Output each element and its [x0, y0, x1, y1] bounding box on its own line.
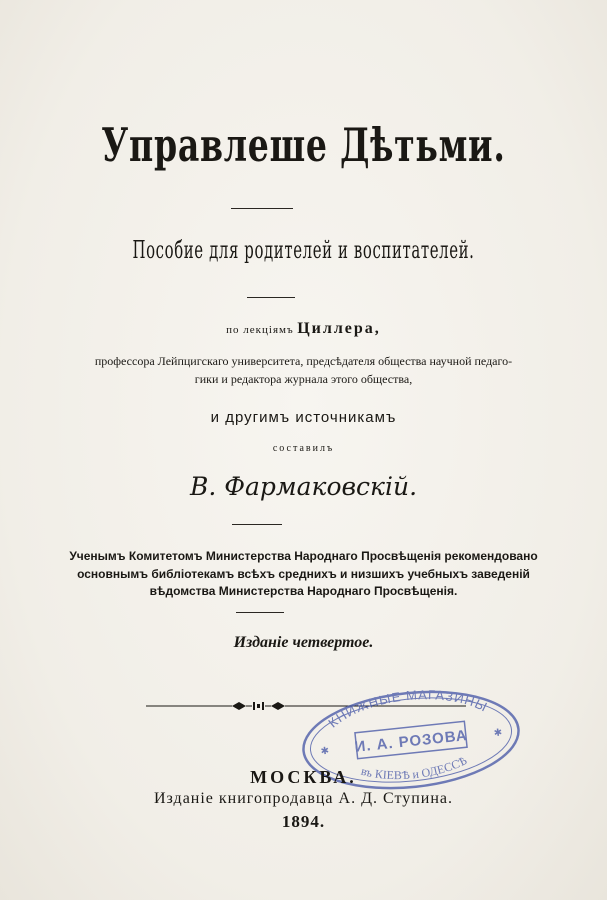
publication-city: МОСКВА.: [250, 767, 357, 787]
stamp-bottom-text: въ КІЕВѢ и ОДЕССѢ: [359, 753, 470, 783]
recommendation-line-3: вѣдомства Министерства Народнаго Просвѣщенія.: [149, 584, 458, 598]
divider-1: [231, 208, 293, 209]
stamp-center-text: И. А. РОЗОВА: [353, 727, 469, 756]
recommendation-line-1: Ученымъ Комитетомъ Министерства Народнаго Просвѣщенія рекомендовано: [69, 549, 538, 563]
divider-2: [247, 297, 295, 298]
professor-line-1: профессора Лейпцигскаго университета, предсѣдателя общества научной педаго-: [94, 354, 513, 368]
book-subtitle: Пособие для родителей и воспитателей.: [132, 236, 475, 264]
publisher-line: Изданіе книгопродавца А. Д. Ступина.: [153, 790, 454, 807]
stamp-star-right-icon: ✱: [493, 727, 503, 740]
publication-year: 1894.: [281, 812, 326, 831]
author-name: В. Фармаковскій.: [189, 472, 418, 501]
lectures-prefix: по лекціямъ: [226, 324, 294, 336]
stamp-top-text: КНИЖНЫЕ МАГАЗИНЫ: [325, 687, 491, 731]
svg-text:КНИЖНЫЕ МАГАЗИНЫ: [323, 680, 491, 732]
stamp-star-left-icon: ✱: [320, 745, 330, 758]
other-sources-line: и другимъ источникамъ: [210, 409, 397, 426]
professor-line-2: гики и редактора журнала этого общества,: [194, 372, 413, 386]
divider-3: [232, 524, 282, 525]
edition-line: Изданіе четвертое.: [233, 634, 374, 651]
lecturer-name: Циллера,: [297, 320, 381, 337]
lectures-line: [0, 320, 607, 338]
recommendation-line-2: основнымъ библіотекамъ всѣхъ среднихъ и низшихъ учебныхъ заведеній: [77, 567, 530, 581]
book-title: Управлеше Дѣтьми.: [101, 118, 506, 172]
compiled-by-line: составилъ: [272, 443, 335, 454]
divider-4: [236, 612, 284, 613]
